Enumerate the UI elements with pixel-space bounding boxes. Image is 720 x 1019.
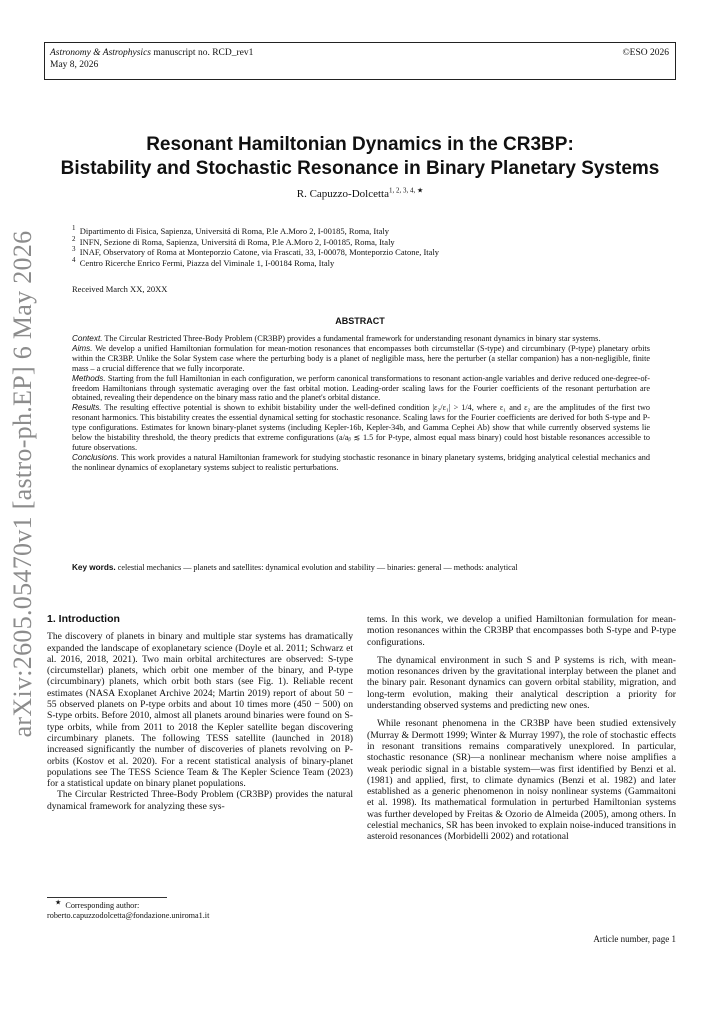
- footnote-rule: [47, 897, 167, 898]
- affiliation-text: INAF, Observatory of Roma at Monteporzio Catone, via Frascati, 33, I-00078, Monteporzio Catone, Italy: [79, 247, 440, 258]
- paragraph-gap: [367, 648, 676, 655]
- keywords: [72, 563, 650, 573]
- abstract-text: We develop a unified Hamiltonian formulation for mean-motion resonances that encompasses both circumstellar (S-type) and circumbinary (P-type) planetary orbits within the CR3BP. Unlike the Solar System case where the perturbing body is a planet of negligible mass, here the perturber (a stellar companion) has a non-negligible, finite mass – a crucial difference that we fully incorporate.: [72, 343, 650, 373]
- affiliations: [72, 226, 439, 268]
- body-paragraph: While resonant phenomena in the CR3BP have been studied extensively (Murray & Dermott 1999; Winter & Murray 1997), the role of stochastic effects in resonant transitions remains comparatively unexplored. In particular, stochastic resonance (SR)—a nonlinear mechanism where noise amplifies a weak periodic signal in a bistable system—was first identified by Benzi et al. (1981) and applied, first, to climate dynamics (Benzi et al. 1982) and later established as a generic phenomenon in noisy nonlinear systems (Gammaitoni et al. 1998). Its mathematical formulation in perturbed Hamiltonian systems was further developed by Freitas & Ozorio de Almeida (2005), among others. In celestial mechanics, SR has been invoked to explain noise-induced transitions in asteroid resonances (Morbidelli 2002) and rotational: [367, 718, 676, 843]
- body-paragraph: The Circular Restricted Three-Body Problem (CR3BP) provides the natural dynamical framework for analyzing these sys-: [47, 789, 353, 812]
- received-date: Received March XX, 20XX: [72, 284, 168, 294]
- arxiv-stamp-text: arXiv:2605.05470v1 [astro-ph.EP] 6 May 2026: [8, 230, 37, 738]
- affiliation-text: Centro Ricerche Enrico Fermi, Piazza del Viminale 1, I-00184 Roma, Italy: [79, 257, 335, 268]
- page-footer: Article number, page 1: [593, 934, 676, 944]
- abstract-label: Results.: [72, 403, 102, 413]
- footnote: [47, 897, 353, 921]
- abstract-body: [72, 334, 650, 473]
- abstract-text: Starting from the full Hamiltonian in each configuration, we perform canonical transformations to resonant action-angle variables and derive reduced one-degree-of-freedom Hamiltonians through systematic averaging over the fast orbital motion. Leading-order scaling laws for the Fourier coefficients of the resonant perturbation are obtained, revealing their dependence on the binary mass ratio and the planet's orbital distance.: [72, 373, 650, 403]
- manuscript-header-box: [44, 42, 676, 80]
- paragraph-gap: [367, 711, 676, 718]
- affiliation-number: 4: [72, 255, 76, 264]
- footnote-line: [47, 898, 353, 911]
- keywords-label: Key words.: [72, 563, 116, 572]
- affiliation-item: [72, 247, 439, 258]
- abstract-label: Aims.: [72, 343, 93, 353]
- title-line-2: Bistability and Stochastic Resonance in Binary Planetary Systems: [60, 158, 660, 179]
- section-heading: 1. Introduction: [47, 613, 120, 625]
- footnote-email[interactable]: roberto.capuzzodolcetta@fondazione.uniroma1.it: [47, 911, 210, 920]
- journal-name: Astronomy & Astrophysics: [50, 48, 151, 58]
- left-column: [47, 614, 353, 812]
- affiliation-number: 3: [72, 245, 76, 254]
- right-column: [367, 614, 676, 843]
- manuscript-number: manuscript no. RCD_rev1: [150, 48, 254, 58]
- affiliation-number: 1: [72, 224, 76, 233]
- footnote-mark: ★: [55, 898, 62, 907]
- abstract-context: [72, 334, 650, 344]
- body-paragraph: The discovery of planets in binary and multiple star systems has dramatically expanded the landscape of exoplanetary science (Doyle et al. 2011; Schwarz et al. 2016, 2018, 2021). Two main orbital architectures are observed: S-type (circumstellar) planets, which orbit one member of the binary, and P-type (circumbinary) planets, which orbit both stars (see Fig. 1). Reliable recent estimates (NASA Exoplanet Archive 2024; Martin 2019) report of about 50 − 55 observed planets on P-type orbits and about 10 times more (450 − 500) on S-type orbits. Before 2010, almost all planets around binaries were found on S-type orbits, while from 2011 to 2018 the Kepler satellite began discovering circumbinary planets. The following TESS satellite (launched in 2018) increased significantly the number of discoveries of planets revolving on P-orbits (Kostov et al. 2020). For a recent statistical analysis of binary-planet populations see The TESS Science Team & The Kepler Science Team (2023) for a statistical update on binary planet populations.: [47, 631, 353, 790]
- footnote-label: Corresponding author:: [65, 901, 140, 910]
- manuscript-date: May 8, 2026: [50, 60, 99, 70]
- affiliation-number: 2: [72, 234, 76, 243]
- copyright: ©ESO 2026: [622, 48, 669, 58]
- abstract-conclusions: [72, 453, 650, 473]
- paper-title: [30, 133, 690, 181]
- abstract-results: [72, 403, 650, 453]
- abstract-heading: ABSTRACT: [335, 316, 385, 326]
- arxiv-stamp: [0, 230, 48, 738]
- body-paragraph: tems. In this work, we develop a unified Hamiltonian formulation for mean-motion resonances within the CR3BP that encompasses both S-type and P-type configurations.: [367, 614, 676, 648]
- author-marks: 1, 2, 3, 4, ★: [388, 186, 424, 195]
- abstract-label: Methods.: [72, 373, 106, 383]
- affiliation-text: INFN, Sezione di Roma, Sapienza, Universitá di Roma, P.le A.Moro 2, I-00185, Roma, Italy: [79, 236, 395, 247]
- abstract-label: Context.: [72, 334, 103, 343]
- affiliation-item: [72, 226, 439, 237]
- affiliation-text: Dipartimento di Fisica, Sapienza, Universitá di Roma, P.le A.Moro 2, I-00185, Roma, Italy: [79, 226, 390, 236]
- manuscript-info: [50, 47, 670, 59]
- abstract-text: The resulting effective potential is shown to exhibit bistability under the well-defined condition |ε₂/ε₁| > 1/4, where ε₁ and ε₂ are the amplitudes of the first two resonant harmonics. This bistability creates the essential dynamical setting for stochastic resonance. Scaling laws for the Fourier coefficients are derived for both S-type and P-type configurations. Estimates for known binary-planet systems (including Kepler-16b, Kepler-34b, and Gamma Cephei Ab) show that while currently observed systems lie below the bistability threshold, the theory predicts that extreme configurations (a/aᵦ ≲ 1.5 for P-type, almost equal mass binary) could host bistable resonances accessible to future observations.: [72, 403, 650, 452]
- affiliation-item: [72, 255, 439, 269]
- title-line-1: Resonant Hamiltonian Dynamics in the CR3BP:: [146, 134, 574, 155]
- body-paragraph: The dynamical environment in such S and P systems is rich, with mean-motion resonances driven by the gravitational interplay between the planet and the binary pair. Resonant dynamics can govern orbital stability, migration, and long-term evolution, making their analytical description a priority for understanding observed systems and predicting new ones.: [367, 654, 676, 712]
- abstract-text: The Circular Restricted Three-Body Problem (CR3BP) provides a fundamental framework for understanding resonant dynamics in binary star systems.: [102, 334, 601, 343]
- abstract-methods: [72, 374, 650, 404]
- author-line: [0, 188, 720, 200]
- abstract-label: Conclusions.: [72, 452, 119, 462]
- author-name: R. Capuzzo-Dolcetta: [296, 188, 389, 200]
- keywords-text: celestial mechanics — planets and satellites: dynamical evolution and stability — binaries: general — methods: analytical: [115, 563, 518, 572]
- abstract-text: This work provides a natural Hamiltonian framework for studying stochastic resonance in binary planetary systems, bridging analytical celestial mechanics and the nonlinear dynamics of exoplanetary systems subject to realistic perturbations.: [72, 452, 650, 472]
- abstract-aims: [72, 344, 650, 374]
- affiliation-item: [72, 234, 439, 248]
